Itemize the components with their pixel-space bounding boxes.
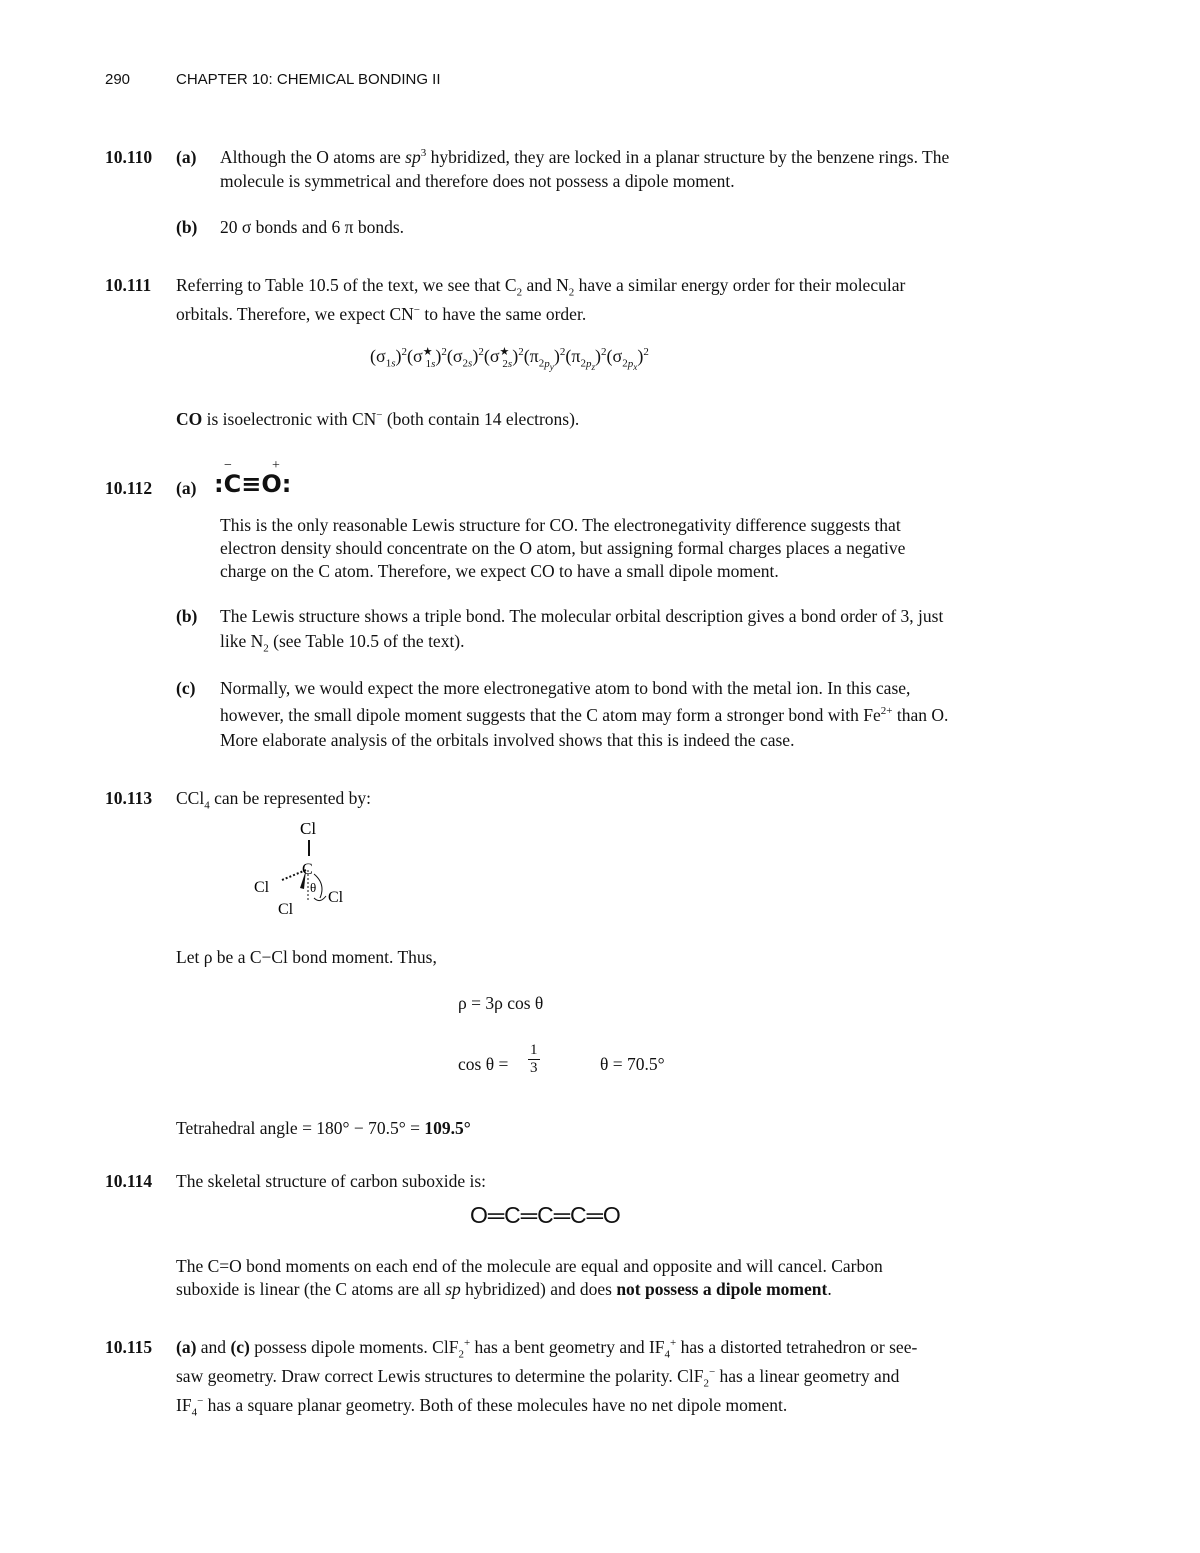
p113-intro: CCl$_4$ can be represented by: [176, 788, 372, 812]
p111-line2: orbitals. Therefore, we expect CN− to have the same order. [176, 304, 587, 324]
p111-conclusion: CO is isoelectronic with CN− (both contain 14 electrons). [176, 409, 580, 429]
p112-b-line2: like $N_2$ (see Table 10.5 of the text). [220, 631, 465, 655]
p112-c-line2: however, the small dipole moment suggests that the C atom may form a stronger bond with $Fe^{2+}$ than O. [220, 705, 949, 725]
p115-line3: $IF_4^-$ has a square planar geometry. Both of these molecules have no net dipole moment. [176, 1395, 788, 1419]
part-label-c: (c) [176, 678, 196, 698]
mo-configuration [370, 345, 649, 372]
ccl4-diagram [240, 812, 370, 922]
page-number: 290 [105, 71, 131, 88]
atom-c-center: C [302, 861, 313, 878]
formal-charge-plus: + [272, 458, 280, 473]
chapter-title: CHAPTER 10: CHEMICAL BONDING II [176, 71, 441, 88]
p113-eq1: ρ = 3ρ cos θ [458, 993, 544, 1013]
atom-cl-right: Cl [328, 889, 344, 906]
p113-tetrahedral-angle: Tetrahedral angle = 180° − 70.5° = 109.5° [176, 1118, 471, 1138]
p112-a-line2: electron density should concentrate on the O atom, but assigning formal charges places a negative [220, 538, 906, 558]
p114-line1: The C=O bond moments on each end of the molecule are equal and opposite and will cancel. Carbon [176, 1256, 883, 1276]
p113-let-line: Let ρ be a C−Cl bond moment. Thus, [176, 947, 437, 967]
p114-intro: The skeletal structure of carbon suboxide is: [176, 1171, 487, 1191]
p112-c-line1: Normally, we would expect the more electronegative atom to bond with the metal ion. In this case, [220, 678, 911, 698]
p110-a-line2: molecule is symmetrical and therefore does not possess a dipole moment. [220, 171, 735, 191]
problem-number-10-114: 10.114 [105, 1171, 153, 1191]
atom-cl-top: Cl [300, 819, 317, 838]
p115-line2: saw geometry. Draw correct Lewis structures to determine the polarity. ClF$_2$− has a linear geometry and [176, 1366, 900, 1390]
problem-number-10-113: 10.113 [105, 788, 153, 808]
atom-cl-bottom: Cl [278, 901, 294, 918]
fraction-numerator: 1 [530, 1042, 538, 1058]
angle-theta: θ [310, 880, 317, 895]
p112-b-line1: The Lewis structure shows a triple bond. The molecular orbital description gives a bond order of 3, just [220, 606, 944, 626]
p112-c-line3: More elaborate analysis of the orbitals involved shows that this is indeed the case. [220, 730, 795, 750]
p113-eq2-fraction [528, 1042, 540, 1077]
p113-eq2-lhs: cos θ = [458, 1054, 509, 1074]
problem-number-10-112: 10.112 [105, 478, 153, 498]
fraction-denominator: 3 [530, 1060, 538, 1076]
p110-b-text: 20 σ bonds and 6 π bonds. [220, 217, 405, 237]
problem-number-10-111: 10.111 [105, 275, 152, 295]
part-label-a: (a) [176, 147, 197, 167]
p113-eq3: θ = 70.5° [600, 1054, 665, 1074]
problem-number-10-115: 10.115 [105, 1337, 153, 1357]
carbon-suboxide-structure: O═C═C═C═O [470, 1202, 621, 1228]
problem-number-10-110: 10.110 [105, 147, 153, 167]
p114-line2: suboxide is linear (the C atoms are all sp hybridized) and does not possess a dipole moment. [176, 1279, 832, 1299]
p110-a-line1: Although the O atoms are $sp^3$ hybridized, they are locked in a planar structure by the benzene rings. The [220, 147, 950, 167]
p111-line1: Referring to Table 10.5 of the text, we see that $C_2$ and $N_2$ have a similar energy order for their molecular [176, 275, 906, 299]
part-label-b: (b) [176, 606, 198, 626]
part-label-b: (b) [176, 217, 198, 237]
formal-charge-minus: − [224, 458, 232, 473]
p112-a-line3: charge on the C atom. Therefore, we expect CO to have a small dipole moment. [220, 561, 779, 581]
mo-config-render: $(\sigma_{1s})^2(\sigma^★_{1s})^2(\sigma_{2s})^2(\sigma^★_{2s})^2(\pi_{2p_y})^2(\pi_{2p_z})^2(\sigma_{2p_x})^2$ [370, 346, 649, 372]
p112-a-line1: This is the only reasonable Lewis structure for CO. The electronegativity difference suggests that [220, 515, 901, 535]
p115-line1: (a) and (c) possess dipole moments. ClF$_2$+ has a bent geometry and $IF_4^+$ has a distorted tetrahedron or see- [176, 1337, 918, 1361]
part-label-a: (a) [176, 478, 197, 498]
co-lewis-structure: :C≡O: [214, 470, 292, 498]
atom-cl-left: Cl [254, 879, 270, 896]
